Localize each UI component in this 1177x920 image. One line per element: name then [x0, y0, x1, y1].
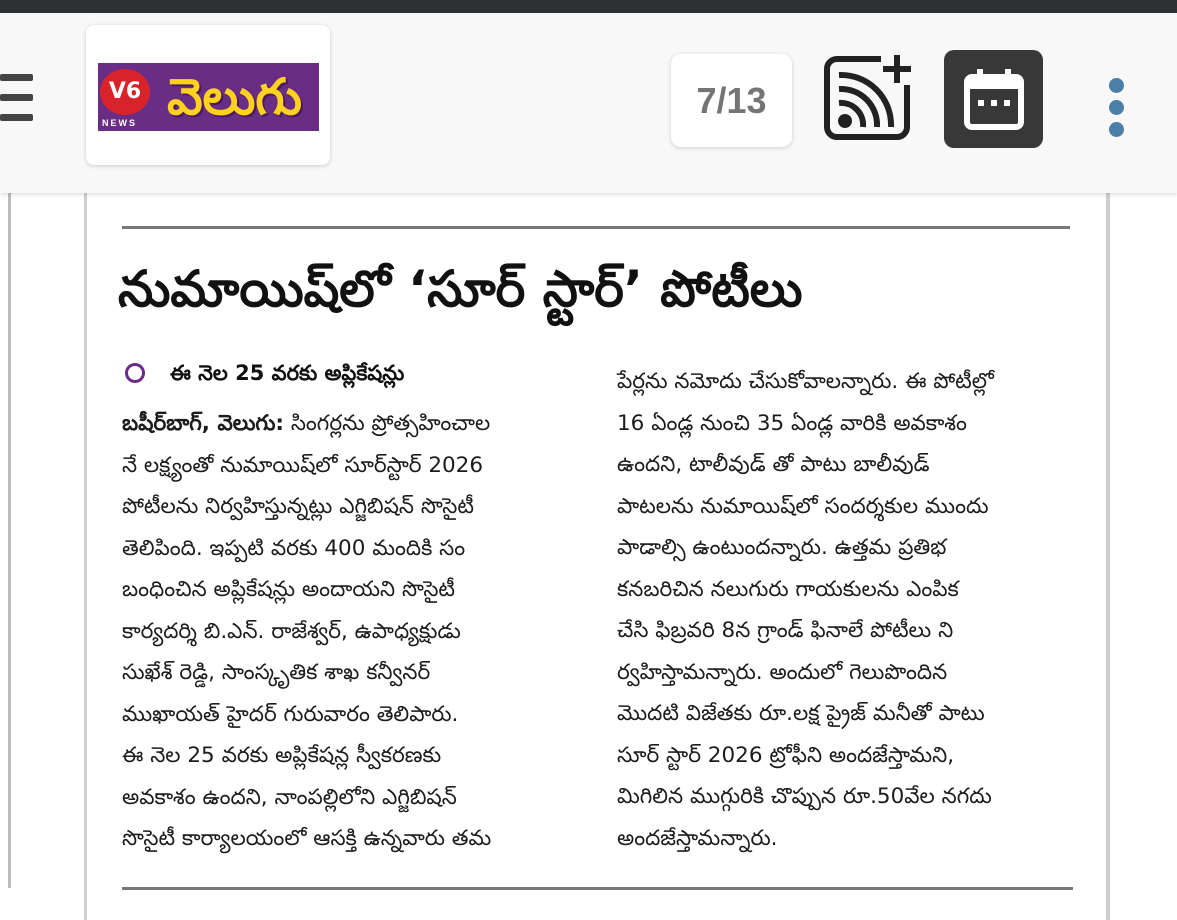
article-line: మిగిలిన ముగ్గురికి చొప్పున రూ.50వేల నగదు [617, 784, 992, 809]
article-line: పేర్లను నమోదు చేసుకోవాలన్నారు. ఈ పోటీల్లో [617, 369, 994, 394]
article-line: తెలిపింది. ఇప్పటి వరకు 400 మందికి సం [122, 535, 466, 561]
article-line: మొదటి విజేతకు రూ.లక్ష ప్రైజ్ మనీతో పాటు [617, 701, 985, 726]
article-line: ఈ నెల 25 వరకు అప్లికేషన్ల స్వీకరణకు [122, 743, 442, 768]
more-vertical-icon[interactable] [1100, 73, 1134, 145]
article-subhead: ఈ నెల 25 వరకు అప్లికేషన్లు [170, 361, 405, 385]
article-column-left [122, 403, 582, 860]
status-strip [0, 0, 1177, 13]
article-line: కనబరిచిన నలుగురు గాయకులను ఎంపిక [617, 576, 959, 602]
article-line: కార్యదర్శి బి.ఎన్. రాజేశ్వర్, ఉపాధ్యక్షుడు [122, 618, 461, 644]
epaper-viewer[interactable] [0, 193, 1177, 920]
article-line: 16 ఏండ్ల నుంచి 35 ఏండ్ల వారికి అవకాశం [617, 410, 967, 436]
page-border-left [84, 193, 87, 920]
article-column-right [617, 361, 1075, 859]
logo-title: వెలుగు [167, 68, 302, 126]
article-dateline: బషీర్‌బాగ్, వెలుగు: [122, 411, 284, 436]
article-line: అందజేస్తామన్నారు. [617, 825, 778, 851]
article-line: సొసైటీ కార్యాలయంలో ఆసక్తి ఉన్నవారు తమ [122, 826, 492, 851]
calendar-icon [944, 50, 1043, 148]
article-line-text: సింగర్లను ప్రోత్సహించాల [283, 411, 491, 436]
previous-page-edge [0, 193, 11, 888]
article-line: పాటలను నుమాయిష్‌లో సందర్శకుల ముందు [617, 493, 989, 519]
top-app-bar [0, 13, 1177, 193]
calendar-button[interactable] [944, 50, 1043, 148]
article-top-rule [122, 226, 1070, 229]
subhead-bullet-icon [125, 363, 145, 383]
hamburger-menu-icon[interactable] [0, 74, 34, 124]
rss-add-icon[interactable] [823, 53, 913, 141]
article-line: ర్వహిస్తామన్నారు. అందులో గెలుపొందిన [617, 659, 948, 685]
logo-badge: V6 [100, 69, 150, 115]
article-line: పాడాల్సి ఉంటుందన్నారు. ఉత్తమ ప్రతిభ [617, 535, 947, 560]
article-line: ముఖాయత్ హైదర్ గురువారం తెలిపారు. [122, 701, 459, 727]
article-line: అవకాశం ఉందని, నాంపల్లిలోని ఎగ్జిబిషన్ [122, 784, 457, 810]
article-line: పోటీలను నిర్వహిస్తున్నట్లు ఎగ్జిబిషన్ సొసైటీ [122, 494, 474, 519]
article-line: బంధించిన అప్లికేషన్లు అందాయని సొసైటీ [122, 577, 456, 602]
v6-velugu-logo [98, 63, 319, 131]
article-bottom-rule [122, 887, 1073, 890]
article-line: సుఖేశ్ రెడ్డి, సాంస్కృతిక శాఖ కన్వీనర్ [122, 660, 431, 685]
article-line: నే లక్ష్యంతో నుమాయిష్‌లో సూర్‌స్టార్ 2026 [122, 452, 484, 478]
page-indicator[interactable]: 7/13 [671, 54, 792, 147]
article-line: ఉందని, టాలీవుడ్ తో పాటు బాలీవుడ్ [617, 452, 930, 477]
logo-button[interactable] [86, 25, 330, 165]
page-border-right [1106, 193, 1110, 920]
logo-news-label: NEWS [102, 118, 137, 128]
article-line: సూర్ స్టార్ 2026 ట్రోఫీని అందజేస్తామని, [617, 742, 955, 768]
article-headline: నుమాయిష్‌లో ‘సూర్ స్టార్’ పోటీలు [118, 260, 803, 318]
article-line [122, 403, 582, 445]
article-line: చేసి ఫిబ్రవరి 8న గ్రాండ్ ఫినాలే పోటీలు ని [617, 618, 954, 643]
